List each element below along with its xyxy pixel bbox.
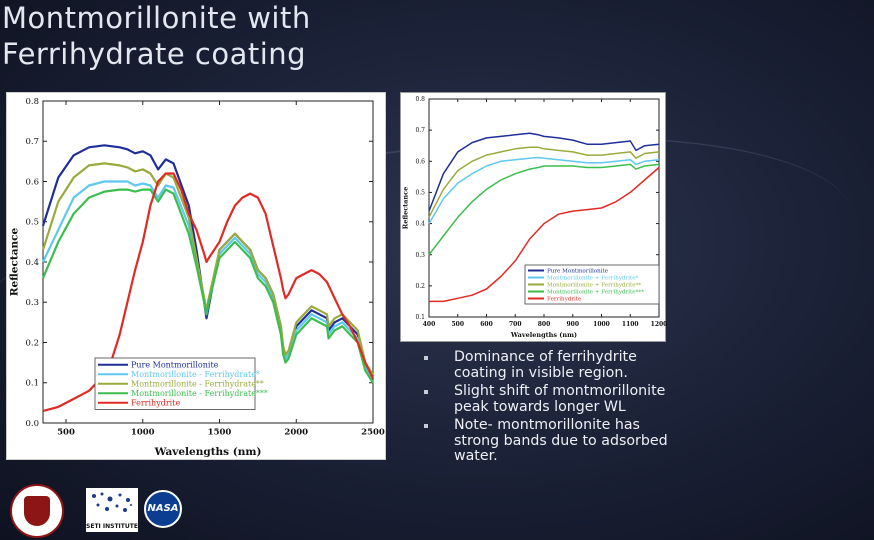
- y-tick-label: 0.5: [415, 189, 425, 197]
- legend-label: Pure Montmorillonite: [131, 360, 219, 370]
- bullet-marker: [424, 424, 428, 428]
- x-tick-label: 900: [566, 321, 580, 328]
- y-tick-label: 0.1: [415, 314, 425, 322]
- bullet-marker: [424, 390, 428, 394]
- legend-label: Montmorillonite - Ferrihydrate*: [131, 370, 260, 380]
- legend-label: Montmorillonite + Ferrihydrite**: [547, 282, 642, 289]
- x-tick-label: 500: [451, 321, 465, 328]
- stanford-logo: [10, 484, 64, 538]
- y-tick-label: 0.0: [25, 418, 39, 429]
- x-axis-label: Wavelengths (nm): [510, 331, 578, 339]
- legend-label: Montmorillonite + Ferrihydrite*: [547, 275, 639, 282]
- y-tick-label: 0.4: [25, 257, 39, 268]
- x-tick-label: 1000: [593, 321, 610, 328]
- x-tick-label: 700: [508, 321, 522, 328]
- legend-label: Ferrihydrite: [547, 296, 582, 303]
- x-tick-label: 600: [480, 321, 493, 328]
- legend-label: Montmorillonite - Ferrihydrate**: [131, 379, 264, 389]
- y-tick-label: 0.6: [415, 158, 425, 166]
- y-tick-label: 0.7: [25, 137, 39, 148]
- legend-label: Ferrihydrite: [131, 398, 181, 408]
- y-tick-label: 0.1: [25, 378, 39, 389]
- x-tick-label: 1200: [650, 321, 668, 328]
- x-tick-label: 1100: [621, 321, 639, 328]
- slide-title-line1: Montmorillonite with: [2, 1, 311, 35]
- bullet-text: Slight shift of montmorillonite peak towards longer WL: [454, 383, 666, 415]
- bullet-list: [424, 350, 674, 468]
- x-tick-label: 400: [422, 321, 436, 328]
- slide-title-line2: Ferrihydrate coating: [2, 37, 307, 71]
- x-tick-label: 800: [537, 321, 551, 328]
- y-tick-label: 0.8: [25, 96, 39, 107]
- x-axis-label: Wavelengths (nm): [154, 446, 262, 458]
- y-axis-label: Reflectance: [8, 227, 21, 297]
- y-tick-label: 0.8: [415, 96, 425, 104]
- reflectance-chart-full: [6, 92, 386, 460]
- bullet-item: [424, 350, 674, 381]
- seti-dots-icon: [90, 491, 134, 515]
- reflectance-chart-full-svg: [7, 93, 385, 459]
- nasa-logo: NASA: [144, 490, 182, 528]
- x-tick-label: 1500: [207, 427, 232, 438]
- y-tick-label: 0.6: [25, 177, 39, 188]
- bullet-text: Note- montmorillonite has strong bands due to adsorbed water.: [454, 417, 668, 464]
- y-tick-label: 0.7: [415, 127, 425, 135]
- logo-strip: [0, 478, 200, 540]
- y-tick-label: 0.3: [25, 298, 39, 309]
- y-tick-label: 0.2: [25, 338, 39, 349]
- reflectance-chart-visible: [400, 92, 666, 342]
- x-tick-label: 1000: [130, 427, 155, 438]
- y-tick-label: 0.2: [415, 282, 425, 290]
- bullet-text: Dominance of ferrihydrite coating in visible region.: [454, 349, 637, 381]
- x-tick-label: 2500: [361, 427, 385, 438]
- legend-label: Pure Montmorillonite: [547, 268, 609, 275]
- seti-logo-text: SETI INSTITUTE: [86, 523, 138, 530]
- x-tick-label: 500: [57, 427, 75, 438]
- bullet-marker: [424, 356, 428, 360]
- bullet-item: [424, 418, 674, 465]
- y-tick-label: 0.5: [25, 217, 39, 228]
- bullet-item: [424, 384, 674, 415]
- legend-label: Montmorillonite - Ferrihydrate***: [131, 389, 268, 399]
- y-tick-label: 0.3: [415, 251, 425, 259]
- y-tick-label: 0.4: [415, 220, 425, 228]
- seti-logo: [86, 488, 138, 532]
- y-axis-label: Reflectance: [401, 186, 410, 230]
- reflectance-chart-visible-svg: [401, 93, 668, 341]
- x-tick-label: 2000: [284, 427, 309, 438]
- legend-label: Montmorillonite + Ferrihydrite***: [547, 289, 644, 296]
- slide-title: [2, 0, 422, 72]
